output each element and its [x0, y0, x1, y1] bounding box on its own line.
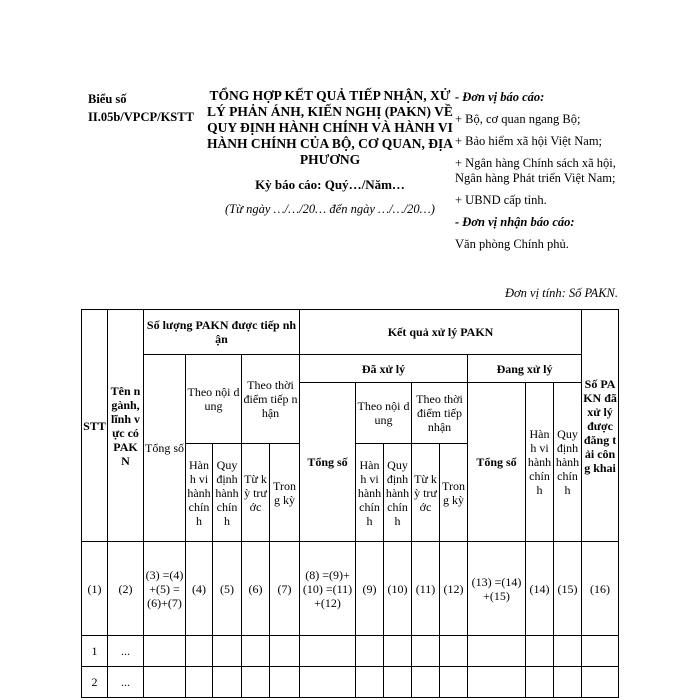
reporting-unit-item: + Ngân hàng Chính sách xã hội, Ngân hàng Phát triển Việt Nam; [455, 156, 616, 185]
column-code: (13) =(14)+(15) [468, 542, 526, 636]
table-cell [186, 667, 213, 698]
table-cell [468, 667, 526, 698]
table-cell [242, 636, 270, 667]
header-received-by-content: Theo nội dung [186, 355, 242, 444]
column-code: (6) [242, 542, 270, 636]
table-cell [440, 667, 468, 698]
table-cell [356, 636, 384, 667]
column-code: (3) =(4)+(5) =(6)+(7) [144, 542, 186, 636]
table-cell [554, 667, 582, 698]
date-range: (Từ ngày …/…/20… đến ngày …/…/20…) [225, 202, 435, 216]
header-field: Tên ngành, lĩnh vực có PAKN [108, 310, 144, 542]
table-cell [270, 667, 300, 698]
column-code: (16) [582, 542, 619, 636]
header-result: Kết quả xử lý PAKN [300, 310, 582, 355]
column-code: (7) [270, 542, 300, 636]
form-code: Biểu số II.05b/VPCP/KSTT [88, 92, 194, 124]
header-processed-by-time: Theo thời điểm tiếp nhận [412, 383, 468, 444]
header-stt: STT [82, 310, 108, 542]
column-code: (1) [82, 542, 108, 636]
header-published: Số PAKN đã xử lý được đăng tải công khai [582, 310, 619, 542]
row-field: ... [108, 667, 144, 698]
table-cell [468, 636, 526, 667]
header-received-by-time: Theo thời điểm tiếp nhận [242, 355, 300, 444]
row-field: ... [108, 636, 144, 667]
report-table [81, 309, 619, 698]
column-code: (5) [213, 542, 242, 636]
column-code: (2) [108, 542, 144, 636]
table-cell [213, 636, 242, 667]
table-cell [526, 667, 554, 698]
receiver: Văn phòng Chính phủ. [455, 237, 569, 251]
table-cell [144, 667, 186, 698]
header-received-in-period: Trong kỳ [270, 444, 300, 542]
column-code: (10) [384, 542, 412, 636]
row-stt: 1 [82, 636, 108, 667]
header-received-regulation: Quy định hành chính [213, 444, 242, 542]
column-code: (11) [412, 542, 440, 636]
table-cell [242, 667, 270, 698]
report-period: Kỳ báo cáo: Quý…/Năm… [255, 177, 405, 192]
table-cell [213, 667, 242, 698]
title-block [205, 88, 455, 217]
column-code: (4) [186, 542, 213, 636]
reporting-unit-item: + Bảo hiểm xã hội Việt Nam; [455, 134, 603, 148]
header-received-behavior: Hành vi hành chính [186, 444, 213, 542]
reporting-unit-item: + Bộ, cơ quan ngang Bộ; [455, 112, 581, 126]
header-processed-in-period: Trong kỳ [440, 444, 468, 542]
column-code: (9) [356, 542, 384, 636]
table-cell [582, 636, 619, 667]
header-processed-regulation: Quy định hành chính [384, 444, 412, 542]
header-received-total: Tổng số [144, 355, 186, 542]
receiver-heading: - Đơn vị nhận báo cáo: [455, 215, 575, 229]
table-row [82, 636, 619, 667]
row-stt: 2 [82, 667, 108, 698]
table-cell [384, 636, 412, 667]
unit-note: Đơn vị tính: Số PAKN. [504, 286, 618, 300]
table-row [82, 667, 619, 698]
column-code: (15) [554, 542, 582, 636]
header-processed-by-content: Theo nội dung [356, 383, 412, 444]
table-cell [526, 636, 554, 667]
header-processing: Đang xử lý [468, 355, 582, 383]
table-cell [554, 636, 582, 667]
table-cell [412, 636, 440, 667]
header-processing-total: Tổng số [468, 383, 526, 542]
header-processing-behavior: Hành vi hành chính [526, 383, 554, 542]
table-cell [186, 636, 213, 667]
table-cell [440, 636, 468, 667]
header-processed-previous: Từ kỳ trước [412, 444, 440, 542]
table-cell [144, 636, 186, 667]
header-processed-behavior: Hành vi hành chính [356, 444, 384, 542]
table-cell [300, 636, 356, 667]
table-cell [300, 667, 356, 698]
reporting-units-heading: - Đơn vị báo cáo: [455, 90, 545, 104]
header-received-previous: Từ kỳ trước [242, 444, 270, 542]
table-cell [384, 667, 412, 698]
table-cell [270, 636, 300, 667]
column-code: (8) =(9)+(10) =(11)+(12) [300, 542, 356, 636]
table-cell [582, 667, 619, 698]
column-code: (14) [526, 542, 554, 636]
reporting-unit-item: + UBND cấp tỉnh. [455, 193, 547, 207]
header-received: Số lượng PAKN được tiếp nhận [144, 310, 300, 355]
header-processing-regulation: Quy định hành chính [554, 383, 582, 542]
column-code: (12) [440, 542, 468, 636]
report-title: TỔNG HỢP KẾT QUẢ TIẾP NHẬN, XỬ LÝ PHẢN ÁNH, KIẾN NGHỊ (PAKN) VỀ QUY ĐỊNH HÀNH CHÍNH VÀ HÀNH VI HÀNH CHÍNH CỦA BỘ, CƠ QUAN, ĐỊA PHƯƠNG [206, 88, 453, 167]
table-cell [412, 667, 440, 698]
table-cell [356, 667, 384, 698]
header-processed: Đã xử lý [300, 355, 468, 383]
reporting-units [455, 90, 630, 259]
header-processed-total: Tổng số [300, 383, 356, 542]
